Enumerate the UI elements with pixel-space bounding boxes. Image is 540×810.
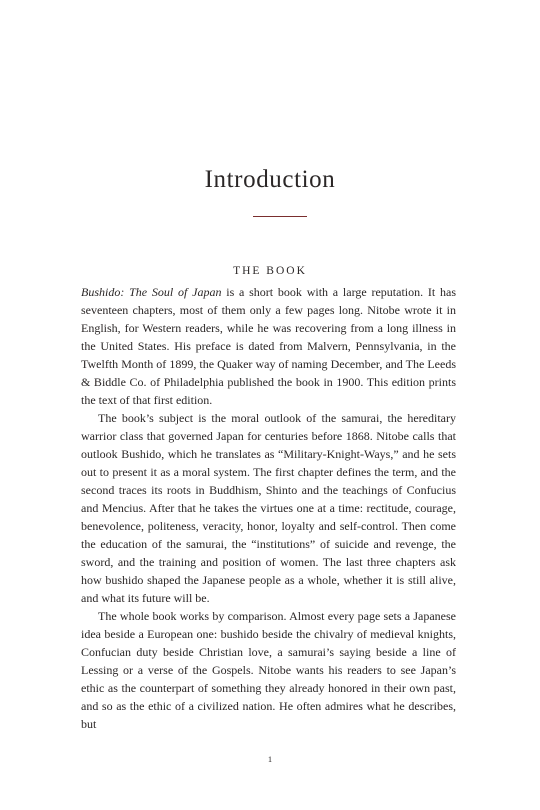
paragraph-3: The whole book works by comparison. Almost every page sets a Japanese idea beside a European one: bushido beside the chivalry of medieval knights, Confucian duty beside Christian love, a samurai’s saying beside a line of Lessing or a verse of the Gospels. Nitobe wants his readers to see Japan’s ethic as the counterpart of something they already honored in their own past, and so as the ethic of a civilized nation. He often admires what he describes, but xyxy=(81,609,456,731)
title-rule xyxy=(253,216,307,217)
section-heading: THE BOOK xyxy=(233,265,307,277)
chapter-title: Introduction xyxy=(204,166,336,193)
body-text xyxy=(81,283,456,733)
paragraph-1-text: is a short book with a large reputation. It has seventeen chapters, most of them only a few pages long. Nitobe wrote it in English, for Western readers, while he was recovering from a long illness in the United States. His preface is dated from Malvern, Pennsylvania, in the Twelfth Month of 1899, the Quaker way of naming December, and The Leeds & Biddle Co. of Philadelphia published the book in 1900. This edition prints the text of that first edition. xyxy=(81,285,456,407)
book-title-italic: Bushido: The Soul of Japan xyxy=(81,285,222,299)
paragraph-1 xyxy=(81,283,456,409)
page-number: 1 xyxy=(267,754,273,764)
paragraph-2: The book’s subject is the moral outlook of the samurai, the hereditary warrior class that governed Japan for centuries before 1868. Nitobe calls that outlook Bushido, which he translates as “Military-Knight-Ways,” and he sets out to present it as a moral system. The first chapter defines the term, and the second traces its roots in Buddhism, Shinto and the teachings of Confucius and Mencius. After that he takes the virtues one at a time: rectitude, courage, benevolence, politeness, veracity, honor, loyalty and self-control. Then come the education of the samurai, the “institutions” of suicide and revenge, the sword, and the training and position of women. The last three chapters ask how bushido shaped the Japanese people as a whole, whether it is still alive, and what its future will be. xyxy=(81,411,456,605)
